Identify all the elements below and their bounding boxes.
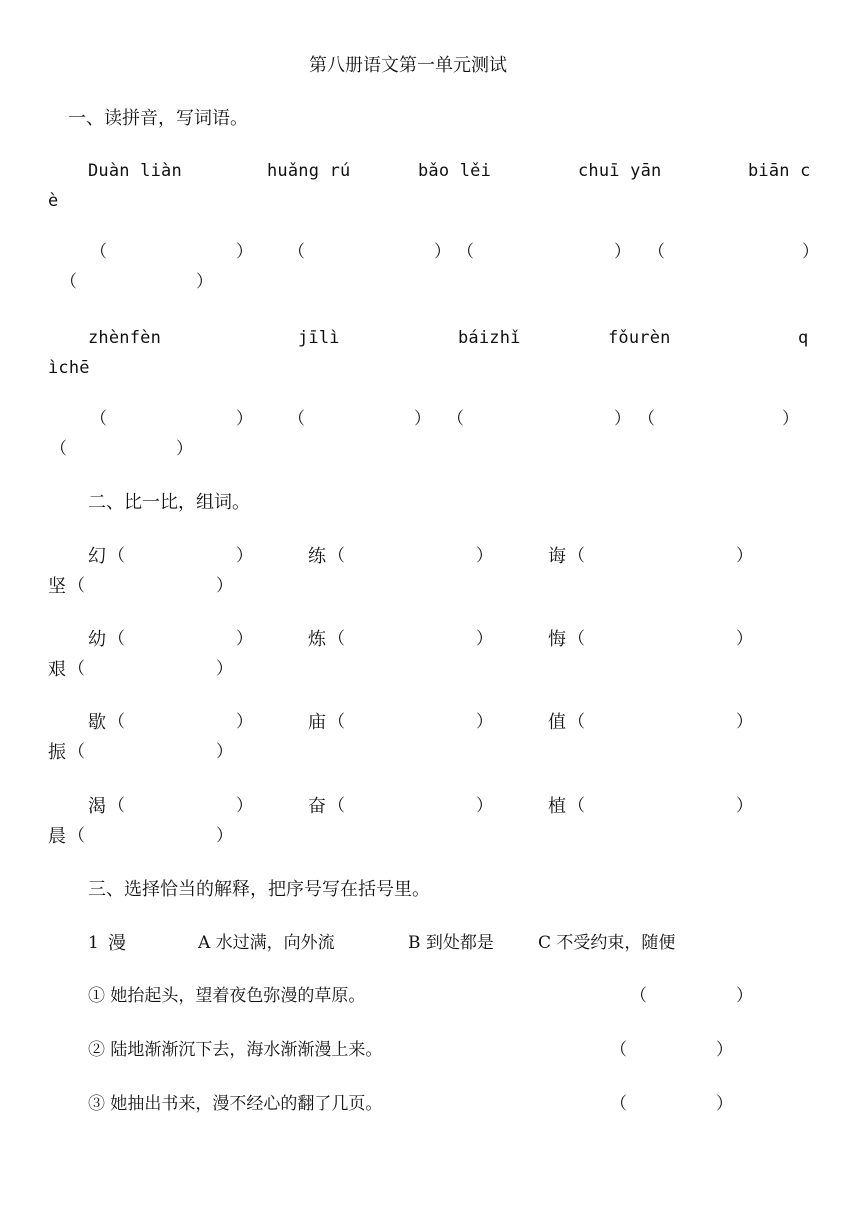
bracket-open: （ bbox=[447, 409, 464, 429]
bracket-close: ） bbox=[476, 629, 493, 649]
option-a: A 水过满，向外流 bbox=[198, 933, 335, 953]
pinyin-5-wrap: è bbox=[48, 191, 59, 211]
bracket-open: （ bbox=[328, 546, 345, 566]
bracket-close: ） bbox=[236, 629, 253, 649]
bracket-close: ） bbox=[236, 796, 253, 816]
bracket-close: ） bbox=[216, 659, 233, 679]
bracket-open: （ bbox=[108, 546, 125, 566]
bracket-open: （ bbox=[568, 546, 585, 566]
bracket-close: ） bbox=[736, 629, 753, 649]
bracket-open: （ bbox=[457, 242, 474, 262]
bracket-open: （ bbox=[610, 1094, 627, 1114]
bracket-close: ） bbox=[434, 242, 451, 262]
bracket-close: ） bbox=[782, 409, 799, 429]
bracket-open: （ bbox=[68, 742, 85, 762]
pinyin-6: zhènfèn bbox=[88, 328, 162, 348]
bracket-open: （ bbox=[288, 242, 305, 262]
bracket-close: ） bbox=[736, 546, 753, 566]
bracket-close: ） bbox=[614, 409, 631, 429]
compare-char: 坚 bbox=[48, 576, 66, 597]
section1-heading: 一、读拼音，写词语。 bbox=[68, 108, 248, 129]
bracket-open: （ bbox=[108, 712, 125, 732]
bracket-close: ） bbox=[736, 796, 753, 816]
sentence-item: ② 陆地渐渐沉下去，海水渐渐漫上来。 bbox=[88, 1040, 383, 1060]
section3-heading: 三、选择恰当的解释，把序号写在括号里。 bbox=[88, 879, 430, 900]
bracket-open: （ bbox=[288, 409, 305, 429]
pinyin-5: biān c bbox=[748, 161, 811, 181]
bracket-open: （ bbox=[648, 242, 665, 262]
sentence-item: ③ 她抽出书来，漫不经心的翻了几页。 bbox=[88, 1094, 383, 1114]
bracket-open: （ bbox=[328, 629, 345, 649]
bracket-open: （ bbox=[108, 629, 125, 649]
bracket-open: （ bbox=[610, 1040, 627, 1060]
bracket-open: （ bbox=[108, 796, 125, 816]
bracket-close: ） bbox=[236, 409, 253, 429]
pinyin-2: huǎng rú bbox=[267, 161, 351, 181]
bracket-close: ） bbox=[476, 712, 493, 732]
compare-char: 振 bbox=[48, 742, 66, 763]
bracket-close: ） bbox=[196, 272, 213, 292]
bracket-close: ） bbox=[236, 712, 253, 732]
pinyin-10-wrap: ìchē bbox=[48, 358, 90, 378]
compare-char: 歇 bbox=[88, 712, 106, 733]
bracket-open: （ bbox=[638, 409, 655, 429]
bracket-open: （ bbox=[90, 242, 107, 262]
bracket-open: （ bbox=[568, 712, 585, 732]
compare-char: 炼 bbox=[308, 629, 326, 650]
bracket-close: ） bbox=[476, 546, 493, 566]
compare-char: 幻 bbox=[88, 546, 106, 567]
bracket-close: ） bbox=[216, 742, 233, 762]
option-b: B 到处都是 bbox=[408, 933, 494, 953]
question-number: 1 bbox=[88, 933, 99, 953]
bracket-close: ） bbox=[414, 409, 431, 429]
bracket-close: ） bbox=[476, 796, 493, 816]
compare-char: 诲 bbox=[548, 546, 566, 567]
bracket-open: （ bbox=[60, 272, 77, 292]
compare-char: 悔 bbox=[548, 629, 566, 650]
bracket-close: ） bbox=[716, 1040, 733, 1060]
pinyin-3: bǎo lěi bbox=[418, 161, 492, 181]
compare-char: 值 bbox=[548, 712, 566, 733]
bracket-close: ） bbox=[216, 576, 233, 596]
pinyin-4: chuī yān bbox=[578, 161, 662, 181]
pinyin-9: fǒurèn bbox=[608, 328, 671, 348]
bracket-open: （ bbox=[630, 986, 647, 1006]
compare-char: 植 bbox=[548, 796, 566, 817]
bracket-close: ） bbox=[236, 546, 253, 566]
page-title: 第八册语文第一单元测试 bbox=[309, 55, 507, 76]
sentence-item: ① 她抬起头，望着夜色弥漫的草原。 bbox=[88, 986, 366, 1006]
bracket-close: ） bbox=[736, 986, 753, 1006]
bracket-close: ） bbox=[176, 439, 193, 459]
compare-char: 幼 bbox=[88, 629, 106, 650]
bracket-open: （ bbox=[328, 712, 345, 732]
bracket-close: ） bbox=[736, 712, 753, 732]
compare-char: 奋 bbox=[308, 796, 326, 817]
pinyin-8: báizhǐ bbox=[458, 328, 521, 348]
compare-char: 渴 bbox=[88, 796, 106, 817]
bracket-open: （ bbox=[50, 439, 67, 459]
bracket-open: （ bbox=[328, 796, 345, 816]
bracket-close: ） bbox=[802, 242, 819, 262]
pinyin-10: q bbox=[798, 328, 809, 348]
compare-char: 晨 bbox=[48, 826, 66, 847]
section2-heading: 二、比一比，组词。 bbox=[88, 492, 250, 513]
bracket-open: （ bbox=[68, 659, 85, 679]
bracket-close: ） bbox=[236, 242, 253, 262]
question-word: 漫 bbox=[108, 933, 126, 954]
bracket-close: ） bbox=[716, 1094, 733, 1114]
pinyin-1: Duàn liàn bbox=[88, 161, 182, 181]
bracket-open: （ bbox=[68, 826, 85, 846]
bracket-open: （ bbox=[68, 576, 85, 596]
bracket-close: ） bbox=[216, 826, 233, 846]
option-c: C 不受约束，随便 bbox=[538, 933, 676, 953]
compare-char: 练 bbox=[308, 546, 326, 567]
pinyin-7: jīlì bbox=[298, 328, 340, 348]
bracket-open: （ bbox=[568, 796, 585, 816]
compare-char: 庙 bbox=[308, 712, 326, 733]
bracket-open: （ bbox=[568, 629, 585, 649]
bracket-close: ） bbox=[614, 242, 631, 262]
bracket-open: （ bbox=[90, 409, 107, 429]
compare-char: 艰 bbox=[48, 659, 66, 680]
